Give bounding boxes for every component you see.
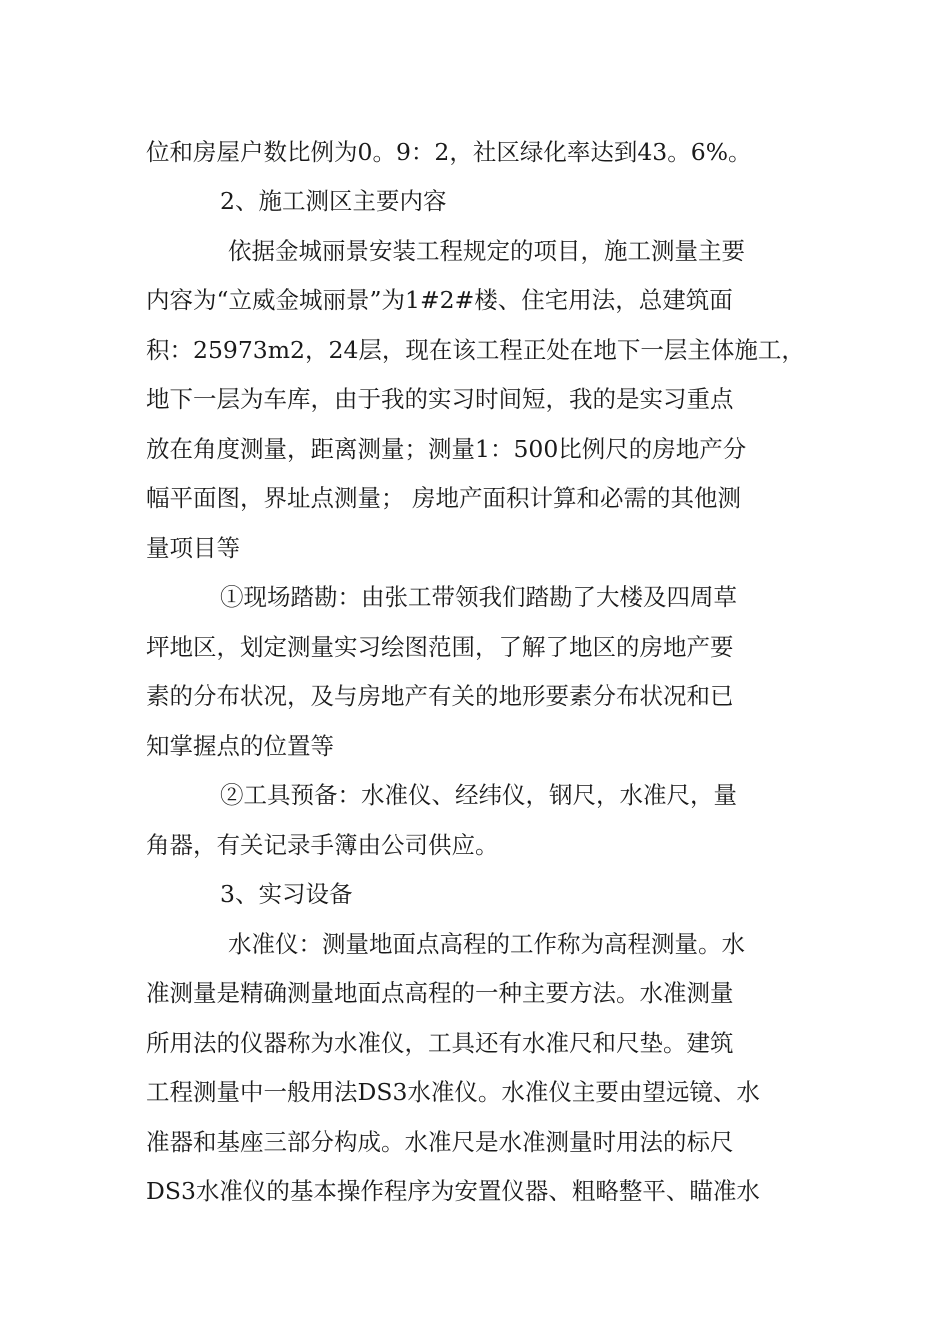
text-line: 地下一层为车库，由于我的实习时间短，我的是实习重点 bbox=[146, 385, 734, 413]
text-line: 准测量是精确测量地面点高程的一种主要方法。水准测量 bbox=[146, 979, 734, 1007]
text-line: 水准仪：测量地面点高程的工作称为高程测量。水 bbox=[228, 930, 745, 958]
text-line: 角器，有关记录手簿由公司供应。 bbox=[146, 831, 499, 859]
text-line: 素的分布状况，及与房地产有关的地形要素分布状况和已 bbox=[146, 682, 734, 710]
text-line: 位和房屋户数比例为0。9：2，社区绿化率达到43。6%。 bbox=[146, 138, 752, 166]
text-line: 积：25973m2，24层，现在该工程正处在地下一层主体施工， bbox=[146, 336, 805, 364]
text-line: 量项目等 bbox=[146, 534, 240, 562]
text-line: 依据金城丽景安装工程规定的项目，施工测量主要 bbox=[228, 237, 745, 265]
text-line: 知掌握点的位置等 bbox=[146, 732, 334, 760]
text-line: 内容为“立威金城丽景”为1#2#楼、住宅用法，总建筑面 bbox=[146, 286, 733, 314]
text-line: 放在角度测量，距离测量；测量1：500比例尺的房地产分 bbox=[146, 435, 747, 463]
text-line: 准器和基座三部分构成。水准尺是水准测量时用法的标尺 bbox=[146, 1128, 734, 1156]
section-heading: 2、施工测区主要内容 bbox=[220, 187, 447, 215]
text-line: 工程测量中一般用法DS3水准仪。水准仪主要由望远镜、水 bbox=[146, 1078, 760, 1106]
section-heading: 3、实习设备 bbox=[220, 880, 353, 908]
text-line: ①现场踏勘：由张工带领我们踏勘了大楼及四周草 bbox=[220, 583, 737, 611]
text-line: DS3水准仪的基本操作程序为安置仪器、粗略整平、瞄准水 bbox=[146, 1177, 760, 1205]
text-line: 坪地区，划定测量实习绘图范围，了解了地区的房地产要 bbox=[146, 633, 734, 661]
text-line: 幅平面图，界址点测量； 房地产面积计算和必需的其他测 bbox=[146, 484, 741, 512]
text-line: 所用法的仪器称为水准仪，工具还有水准尺和尺垫。建筑 bbox=[146, 1029, 734, 1057]
text-line: ②工具预备：水准仪、经纬仪，钢尺，水准尺，量 bbox=[220, 781, 737, 809]
